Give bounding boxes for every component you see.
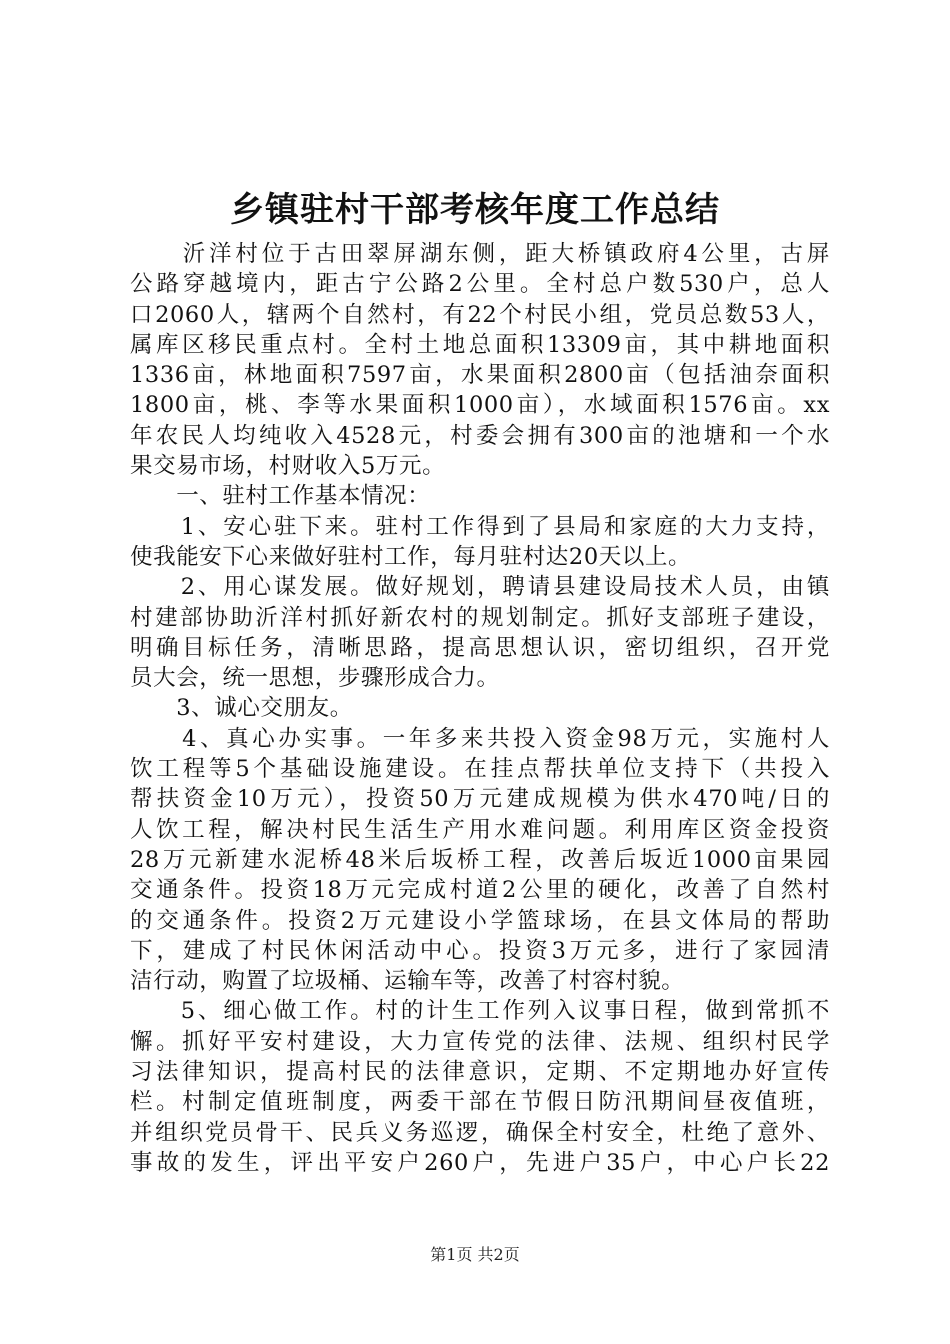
text-line: 使我能安下心来做好驻村工作，每月驻村达20天以上。 [130,543,692,570]
text-line: 口2060人，辖两个自然村，有22个村民小组，党员总数53人， [130,301,830,328]
text-line: 员大会，统一思想，步骤形成合力。 [130,665,500,692]
text-line: 习法律知识，提高村民的法律意识，定期、不定期地办好宣传 [130,1059,830,1086]
text-line: 一、驻村工作基本情况： [130,483,431,510]
text-line: 明确目标任务，清晰思路，提高思想认识，密切组织，召开党 [130,634,830,661]
text-line: 5、细心做工作。村的计生工作列入议事日程，做到常抓不 [130,998,830,1025]
text-line: 沂洋村位于古田翠屏湖东侧，距大桥镇政府4公里，古屏 [130,241,830,267]
text-line: 懈。抓好平安村建设，大力宣传党的法律、法规、组织村民学 [130,1028,830,1055]
text-line: 人饮工程，解决村民生活生产用水难问题。利用库区资金投资 [130,816,830,843]
text-line: 洁行动，购置了垃圾桶、运输车等，改善了村容村貌。 [130,968,685,995]
text-line: 4、真心办实事。一年多来共投入资金98万元，实施村人 [130,725,830,752]
text-line: 交通条件。投资18万元完成村道2公里的硬化，改善了自然村 [130,877,830,904]
text-line: 帮扶资金10万元），投资50万元建成规模为供水470吨/日的 [130,786,830,813]
document-title: 乡镇驻村干部考核年度工作总结 [230,190,720,230]
text-line: 果交易市场，村财收入5万元。 [130,453,446,480]
text-line: 1、安心驻下来。驻村工作得到了县局和家庭的大力支持， [130,513,830,540]
text-line: 饮工程等5个基础设施建设。在挂点帮扶单位支持下（共投入 [130,756,830,783]
text-line: 年农民人均纯收入4528元，村委会拥有300亩的池塘和一个水 [130,422,830,449]
text-line: 28万元新建水泥桥48米后坂桥工程，改善后坂近1000亩果园 [130,846,830,873]
text-line: 栏。村制定值班制度，两委干部在节假日防汛期间昼夜值班， [130,1089,830,1116]
text-line: 公路穿越境内，距古宁公路2公里。全村总户数530户，总人 [130,271,830,298]
page-footer: 第1页 共2页 [430,1245,520,1264]
text-line: 村建部协助沂洋村抓好新农村的规划制定。抓好支部班子建设， [130,604,830,631]
text-line: 2、用心谋发展。做好规划，聘请县建设局技术人员，由镇 [130,574,830,601]
text-line: 的交通条件。投资2万元建设小学篮球场，在县文体局的帮助 [130,907,830,934]
text-line: 1800亩，桃、李等水果面积1000亩），水域面积1576亩。xx [130,392,830,419]
text-line: 1336亩，林地面积7597亩，水果面积2800亩（包括油奈面积 [130,362,830,389]
document-body [130,239,830,1178]
text-line: 并组织党员骨干、民兵义务巡逻，确保全村安全，杜绝了意外、 [130,1119,830,1146]
text-line: 事故的发生，评出平安户260户，先进户35户，中心户长22 [130,1149,830,1176]
text-line: 下，建成了村民休闲活动中心。投资3万元多，进行了家园清 [130,937,830,964]
text-line: 属库区移民重点村。全村土地总面积13309亩，其中耕地面积 [130,331,830,358]
text-line: 3、诚心交朋友。 [130,695,353,722]
